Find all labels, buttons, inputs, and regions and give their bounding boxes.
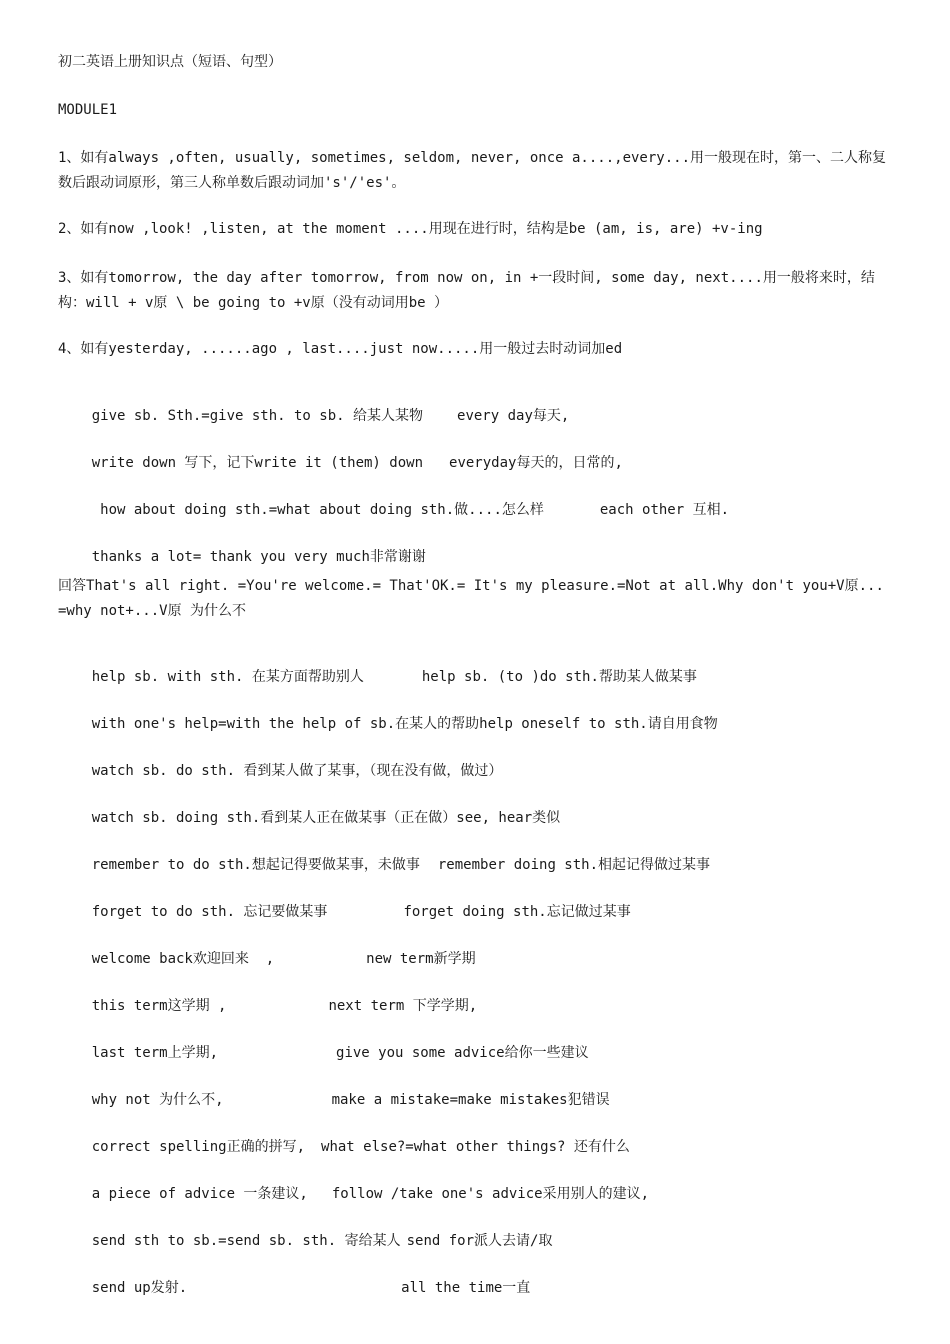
phrase-left: watch sb. doing sth.看到某人正在做某事（正在做）see, hear类似 xyxy=(91,810,561,826)
phrase-left: watch sb. do sth. 看到某人做了某事，（现在没有做，做过） xyxy=(91,763,503,779)
phrase-row xyxy=(58,1258,530,1318)
phrase-right: follow /take one's advice采用别人的建议, xyxy=(331,1186,650,1202)
phrase-left: send up发射. xyxy=(91,1280,188,1296)
phrase-right: remember doing sth.相起记得做过某事 xyxy=(437,857,711,873)
phrase-right: every day每天, xyxy=(457,408,570,424)
phrase-left: a piece of advice 一条建议, xyxy=(91,1186,308,1202)
rule-1: 1、如有always ,often, usually, sometimes, seldom, never, once a....,every...用一般现在时，第一、二人称复数后跟动词原形，第三人称单数后跟动词加's'/'es'。 xyxy=(58,150,887,191)
phrase-right: send for派人去请/取 xyxy=(406,1233,553,1249)
phrase-left: correct spelling正确的拼写, xyxy=(91,1139,306,1155)
phrase-left: send sth to sb.=send sb. sth. 寄给某人 xyxy=(91,1233,401,1249)
rule-2: 2、如有now ,look! ,listen, at the moment ....用现在进行时，结构是be (am, is, are) +v-ing xyxy=(58,221,763,237)
phrase-right: help sb. (to )do sth.帮助某人做某事 xyxy=(421,669,697,685)
phrase-left: give sb. Sth.=give sth. to sb. 给某人某物 xyxy=(91,408,424,424)
phrase-left: with one's help=with the help of sb.在某人的帮助help oneself to sth.请自用食物 xyxy=(91,716,718,732)
phrase-left: thanks a lot= thank you very much非常谢谢 xyxy=(91,549,426,565)
phrase-left: welcome back欢迎回来 , xyxy=(91,951,275,967)
phrase-right: new term新学期 xyxy=(366,951,476,967)
phrase-left: help sb. with sth. 在某方面帮助别人 xyxy=(91,669,364,685)
phrase-right: give you some advice给你一些建议 xyxy=(336,1045,589,1061)
phrase-right: all the time一直 xyxy=(401,1280,531,1296)
phrase-right: what else?=what other things? 还有什么 xyxy=(321,1139,630,1155)
document-title: 初二英语上册知识点（短语、句型） xyxy=(58,54,282,70)
phrase-left: how about doing sth.=what about doing sth.做....怎么样 xyxy=(91,502,544,518)
phrase-right: each other 互相. xyxy=(599,502,730,518)
answer-line: 回答That's all right. =You're welcome.= That'OK.= It's my pleasure.=Not at all.Why don't you+V原...=why not+...V原 为什么不 xyxy=(58,578,884,619)
rule-3: 3、如有tomorrow, the day after tomorrow, from now on, in +一段时间, some day, next....用一般将来时，结构：will + v原 \ be going to +v原（没有动词用be ） xyxy=(58,270,875,311)
phrase-left: remember to do sth.想起记得要做某事，未做事 xyxy=(91,857,420,873)
phrase-left: forget to do sth. 忘记要做某事 xyxy=(91,904,328,920)
module-heading: MODULE1 xyxy=(58,102,118,118)
phrase-right: everyday每天的，日常的, xyxy=(449,455,623,471)
phrase-right: make a mistake=make mistakes犯错误 xyxy=(331,1092,610,1108)
phrase-right: forget doing sth.忘记做过某事 xyxy=(403,904,631,920)
phrase-left: this term这学期 , xyxy=(91,998,227,1014)
phrase-left: why not 为什么不, xyxy=(91,1092,224,1108)
phrase-right: next term 下学学期, xyxy=(328,998,478,1014)
phrase-left: write down 写下，记下write it (them) down xyxy=(91,455,424,471)
rule-4: 4、如有yesterday, ......ago , last....just now.....用一般过去时动词加ed xyxy=(58,341,623,357)
phrase-left: last term上学期, xyxy=(91,1045,219,1061)
